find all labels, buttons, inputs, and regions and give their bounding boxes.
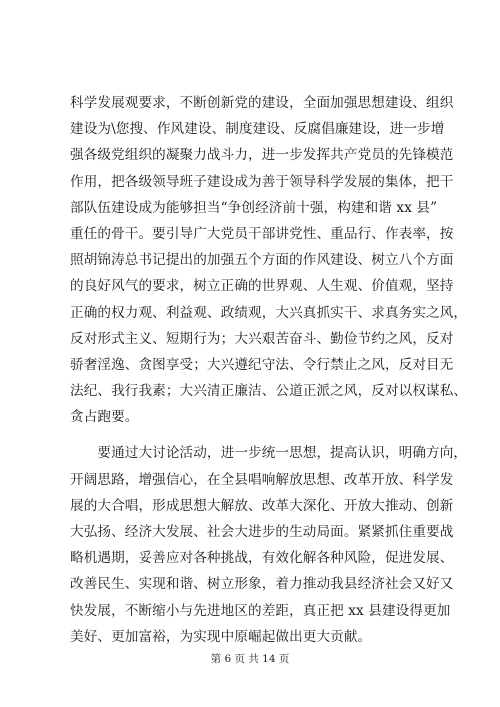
text-line: 正确的权力观、利益观、政绩观，大兴真抓实干、求真务实之风，	[70, 304, 468, 321]
paragraph-2	[70, 440, 468, 650]
text-line: 略机遇期，妥善应对各种挑战，有效化解各种风险，促进发展、	[70, 550, 454, 567]
text-line: 的良好风气的要求，树立正确的世界观、人生观、价值观，坚持	[70, 278, 454, 295]
text-line: 大弘扬、经济大发展、社会大进步的生动局面。紧紧抓住重要战	[70, 524, 454, 540]
text-line: 要通过大讨论活动，进一步统一思想，提高认识，明确方向，	[70, 445, 468, 462]
text-line: 改善民生、实现和谐、树立形象，着力推动我县经济社会又好又	[70, 576, 454, 593]
text-line: 作用，把各级领导班子建设成为善于领导科学发展的集体，把干	[70, 173, 454, 190]
text-line: 开阔思路，增强信心，在全县唱响解放思想、改革开放、科学发	[70, 471, 454, 488]
text-line: 重任的骨干。要引导广大党员干部讲党性、重品行、作表率，按	[70, 225, 454, 242]
text-line: 照胡锦涛总书记提出的加强五个方面的作风建设、树立八个方面	[70, 252, 454, 269]
text-line: 法纪、我行我素；大兴清正廉洁、公道正派之风，反对以权谋私、	[70, 383, 468, 400]
paragraph-gap	[70, 430, 432, 440]
text-line: 强各级党组织的凝聚力战斗力，进一步发挥共产党员的先锋模范	[70, 147, 454, 164]
text-line: 反对形式主义、短期行为；大兴艰苦奋斗、勤俭节约之风，反对	[70, 330, 454, 347]
text-line: 科学发展观要求，不断创新党的建设，全面加强思想建设、组织	[70, 95, 454, 111]
text-line: 贪占跑要。	[70, 409, 139, 426]
text-line: 美好、更加富裕，为实现中原崛起做出更大贡献。	[70, 628, 372, 645]
document-body	[70, 90, 468, 650]
text-line: 展的大合唱，形成思想大解放、改革大深化、开放大推动、创新	[70, 497, 454, 514]
page-footer: 第 6 页 共 14 页	[210, 653, 290, 665]
text-line: 骄奢淫逸、贪图享受；大兴遵纪守法、令行禁止之风，反对目无	[70, 356, 454, 373]
text-line: 快发展，不断缩小与先进地区的差距，真正把 xx 县建设得更加	[70, 602, 451, 619]
paragraph-1	[70, 90, 468, 430]
text-line: 部队伍建设成为能够担当“争创经济前十强，构建和谐 xx 县”	[70, 199, 438, 216]
text-line: 建设为\您搜、作风建设、制度建设、反腐倡廉建设，进一步增	[70, 121, 445, 138]
